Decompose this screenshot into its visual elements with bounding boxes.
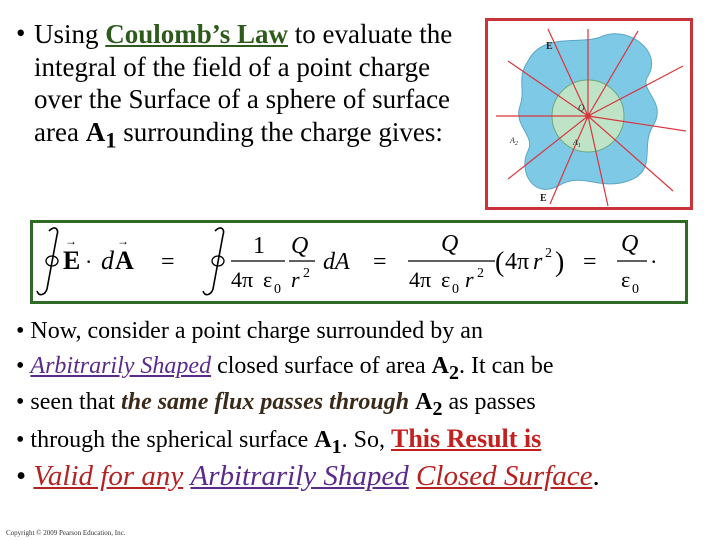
eq-r-1: r: [291, 267, 300, 292]
eq-a: A: [115, 246, 134, 275]
eq-r-2: r: [465, 267, 474, 292]
eq-r-3: r: [533, 249, 543, 275]
eq-zero-3: 0: [632, 282, 639, 297]
eq-zero-2: 0: [452, 282, 459, 297]
label-a2: $A_2$: [510, 136, 518, 147]
eq-e-arrow: →: [65, 234, 77, 248]
eq-close-paren: ): [555, 247, 565, 278]
label-q: Q: [578, 103, 585, 113]
closed-surface-link[interactable]: Closed Surface: [416, 460, 593, 492]
a1-label: $A_1$: [85, 116, 117, 152]
copyright-notice: Copyright © 2009 Pearson Education, Inc.: [6, 529, 126, 537]
body-line-4: • through the spherical surface $A_1$. So, This Result is: [16, 424, 542, 458]
final-line: • Valid for any Arbitrarily Shaped Closed Surface.: [16, 460, 600, 492]
eq-equals-3: =: [583, 249, 597, 275]
intro-bullet: •: [16, 18, 26, 48]
arbitrarily-shaped-link-2[interactable]: Arbitrarily Shaped: [190, 460, 409, 492]
coulombs-law-link[interactable]: Coulomb’s Law: [105, 19, 289, 49]
eq-period: .: [651, 243, 657, 268]
eq-a-arrow: →: [117, 234, 129, 248]
eq-d: d: [101, 246, 114, 275]
eq-four-pi-3: 4π: [505, 249, 530, 275]
body-line-1: • Now, consider a point charge surrounded by an: [16, 318, 483, 344]
eq-sq-3: 2: [545, 246, 552, 261]
intro-text: Using Coulomb’s Law to evaluate the integral of the field of a point charge over the Surface of a sphere of surface area $A_1$ surrounding the charge gives:: [34, 19, 453, 152]
point-charge: [585, 113, 591, 119]
eq-eps-1: ε: [263, 267, 273, 292]
eq-equals-2: =: [373, 249, 387, 275]
label-a1: $A_1$: [573, 138, 581, 149]
eq-four-pi-1: 4π: [231, 267, 254, 292]
eq-eps-2: ε: [441, 267, 451, 292]
eq-da: dA: [323, 249, 350, 275]
body-line-3: • seen that the same flux passes through $A_2$ as passes: [16, 389, 536, 420]
a2-label-1: $A_2$: [431, 353, 459, 384]
gauss-surface-figure: [485, 18, 693, 210]
a1-label-2: $A_1$: [314, 427, 342, 458]
arbitrarily-shaped-link-1[interactable]: Arbitrarily Shaped: [30, 353, 212, 379]
gauss-equation: [33, 223, 685, 301]
gauss-equation-box: [30, 220, 688, 304]
eq-dot: ·: [85, 249, 93, 274]
eq-zero-1: 0: [274, 282, 281, 297]
gauss-surface-diagram: [488, 21, 690, 207]
body-line-2: • Arbitrarily Shaped closed surface of area $A_2$. It can be: [16, 353, 554, 384]
eq-q-2: Q: [441, 231, 459, 257]
eq-open-paren: (: [495, 247, 505, 278]
this-result-link[interactable]: This Result is: [391, 424, 542, 453]
label-e-bottom: E: [540, 193, 547, 204]
eq-q-3: Q: [621, 231, 639, 257]
eq-sq-1: 2: [303, 266, 310, 281]
eq-e: E: [63, 246, 81, 275]
eq-q-1: Q: [291, 233, 309, 259]
eq-sq-2: 2: [477, 266, 484, 281]
same-flux-phrase: the same flux passes through: [121, 389, 410, 415]
closed-integral-2: [203, 228, 224, 295]
eq-four-pi-2: 4π: [409, 267, 432, 292]
eq-one: 1: [253, 233, 265, 259]
eq-equals-1: =: [161, 249, 175, 275]
a2-label-2: $A_2$: [415, 389, 443, 420]
valid-for-any-link[interactable]: Valid for any: [33, 460, 184, 492]
label-e-top: E: [546, 41, 553, 52]
closed-integral-1: [37, 228, 58, 295]
eq-eps-3: ε: [621, 267, 631, 292]
